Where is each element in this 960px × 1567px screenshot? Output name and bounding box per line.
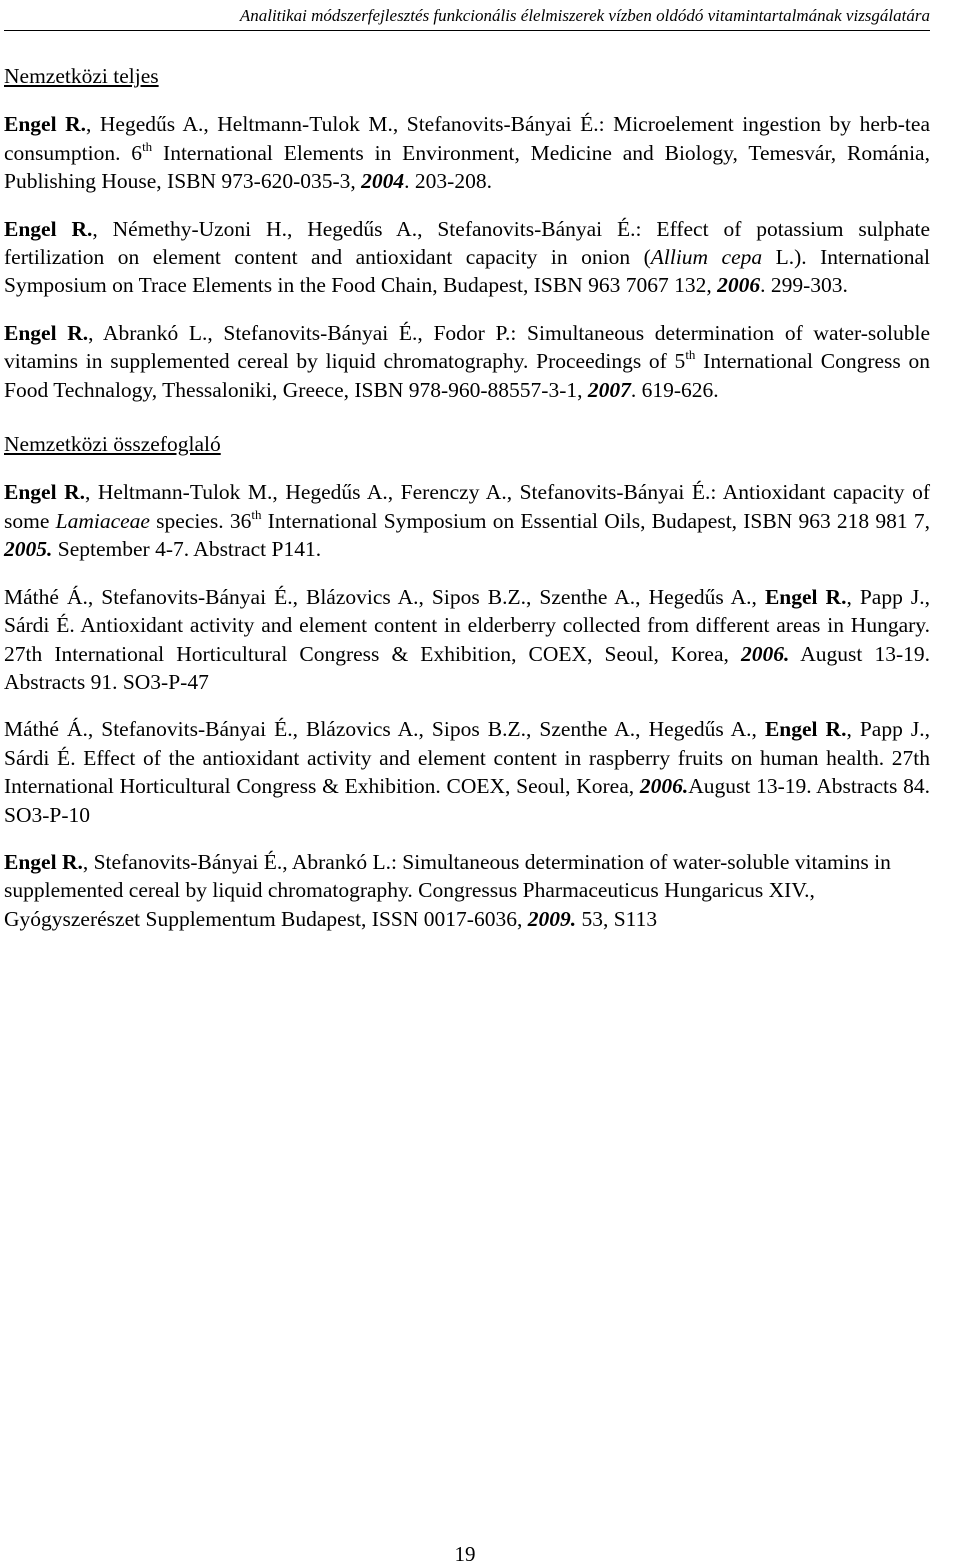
author-highlight: Engel R. bbox=[764, 717, 847, 742]
reference-entry: Engel R., Abrankó L., Stefanovits-Bányai É., Fodor P.: Simultaneous determination of water-soluble vitamins in supplemented cereal by liquid chromatography. Proceedings of 5th International Congress on Food Technalogy, Thessaloniki, Greece, ISBN 978-960-88557-3-1, 2007. 619-626. bbox=[4, 320, 930, 402]
author-highlight: Engel R. bbox=[764, 584, 847, 609]
publication-year: 2009. bbox=[527, 906, 577, 931]
reference-entry: Engel R., Stefanovits-Bányai É., Abrankó L.: Simultaneous determination of water-soluble vitamins in supplemented cereal by liquid chromatography. Congressus Pharmaceuticus Hungaricus XIV., Gyógyszerészet Supplementum Budapest, ISSN 0017-6036, 2009. 53, S113 bbox=[4, 849, 891, 931]
section-title-full-papers: Nemzetközi teljes bbox=[4, 64, 159, 88]
author-highlight: Engel R. bbox=[4, 320, 89, 345]
publication-year: 2006 bbox=[717, 273, 761, 298]
reference-entry: Engel R., Hegedűs A., Heltmann-Tulok M., Stefanovits-Bányai É.: Microelement ingestion by herb-tea consumption. 6th International Elements in Environment, Medicine and Biology, Temesvár, Románia, Publishing House, ISBN 973-620-035-3, 2004. 203-208. bbox=[4, 112, 930, 194]
page-number: 19 bbox=[454, 1542, 476, 1566]
reference-entry: Engel R., Heltmann-Tulok M., Hegedűs A., Ferenczy A., Stefanovits-Bányai É.: Antioxidant capacity of some Lamiaceae species. 36th International Symposium on Essential Oils, Budapest, ISBN 963 218 981 7, 2005. September 4-7. Abstract P141. bbox=[4, 480, 930, 562]
publication-year: 2007 bbox=[587, 377, 631, 402]
species-name: Allium cepa bbox=[650, 245, 763, 270]
author-highlight: Engel R. bbox=[4, 112, 86, 137]
publication-year: 2004 bbox=[361, 169, 405, 194]
publication-year: 2006. bbox=[740, 641, 790, 666]
reference-entry: Engel R., Némethy-Uzoni H., Hegedűs A., Stefanovits-Bányai É.: Effect of potassium sulphate fertilization on element content and antioxidant capacity in onion (Allium cepa L.). International Symposium on Trace Elements in the Food Chain, Budapest, ISBN 963 7067 132, 2006. 299-303. bbox=[4, 216, 931, 298]
publication-list bbox=[4, 62, 930, 952]
author-highlight: Engel R. bbox=[4, 216, 93, 241]
author-highlight: Engel R. bbox=[4, 849, 83, 874]
publication-year: 2005. bbox=[4, 537, 53, 562]
page-header bbox=[0, 0, 960, 34]
species-name: Lamiaceae bbox=[55, 508, 150, 533]
author-highlight: Engel R. bbox=[4, 480, 85, 505]
section-title-abstracts: Nemzetközi összefoglaló bbox=[4, 432, 221, 457]
reference-entry: Máthé Á., Stefanovits-Bányai É., Blázovics A., Sipos B.Z., Szenthe A., Hegedűs A., Engel R., Papp J., Sárdi É. Effect of the antioxidant activity and element content in raspberry fruits on human health. 27th International Horticultural Congress & Exhibition. COEX, Seoul, Korea, 2006.August 13-19. Abstracts 84. SO3-P-10 bbox=[4, 717, 930, 827]
running-title: Analitikai módszerfejlesztés funkcionális élelmiszerek vízben oldódó vitamintartalmának vizsgálatára bbox=[239, 6, 930, 25]
publication-year: 2006. bbox=[639, 774, 689, 799]
header-rule bbox=[4, 30, 930, 31]
reference-entry: Máthé Á., Stefanovits-Bányai É., Blázovics A., Sipos B.Z., Szenthe A., Hegedűs A., Engel R., Papp J., Sárdi É. Antioxidant activity and element content in elderberry collected from different areas in Hungary. 27th International Horticultural Congress & Exhibition, COEX, Seoul, Korea, 2006. August 13-19. Abstracts 91. SO3-P-47 bbox=[4, 584, 930, 694]
